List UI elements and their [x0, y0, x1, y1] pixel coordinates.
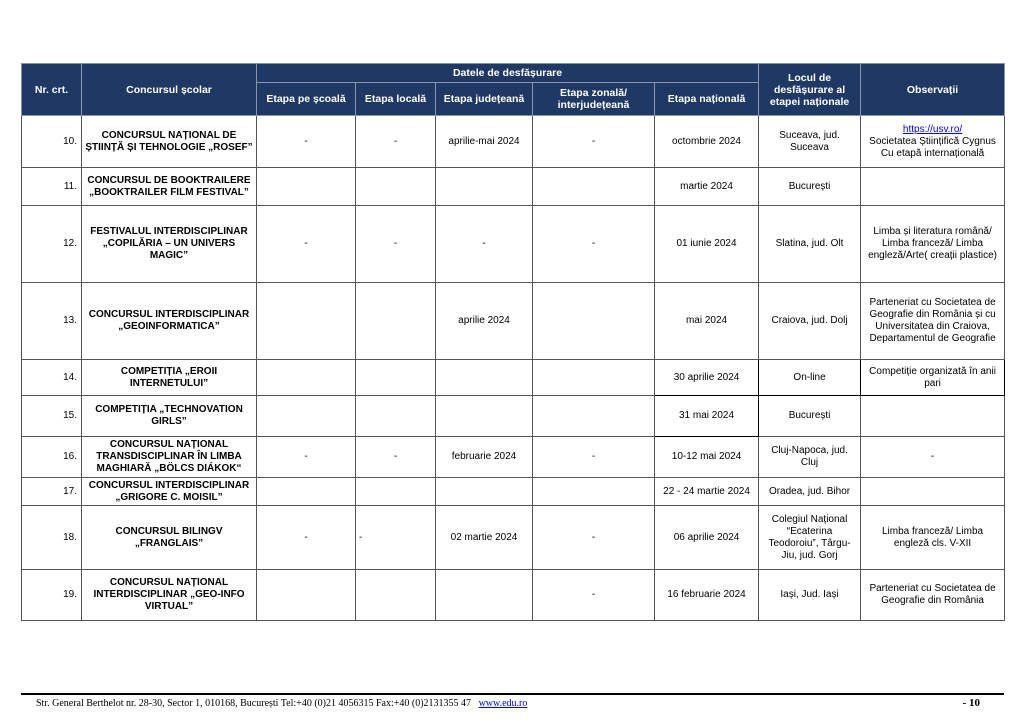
- header-etapa-locala: Etapa locală: [356, 83, 436, 116]
- row-nationala: 22 - 24 martie 2024: [655, 478, 759, 506]
- row-name: FESTIVALUL INTERDISCIPLINAR „COPILĂRIA – UN UNIVERS MAGIC”: [82, 206, 257, 283]
- row-name: CONCURSUL DE BOOKTRAILERE „BOOKTRAILER FILM FESTIVAL”: [82, 168, 257, 206]
- table-row: [22, 206, 1005, 283]
- row-locala: -: [356, 437, 436, 478]
- header-etapa-scoala: Etapa pe școală: [257, 83, 356, 116]
- row-observatii-text: Societatea Științifică Cygnus Cu etapă internațională: [869, 135, 996, 159]
- row-nationala: 01 iunie 2024: [655, 206, 759, 283]
- footer-divider: [21, 693, 1004, 695]
- row-locala: [356, 396, 436, 437]
- row-scoala: -: [257, 116, 356, 168]
- header-etapa-zonala: Etapa zonală/ interjudețeană: [533, 83, 655, 116]
- row-judeteana: aprilie 2024: [436, 283, 533, 360]
- row-judeteana: aprilie-mai 2024: [436, 116, 533, 168]
- row-zonala: [533, 360, 655, 396]
- row-nr: 15.: [22, 396, 82, 437]
- row-locala: [356, 570, 436, 621]
- row-scoala: [257, 168, 356, 206]
- row-name: CONCURSUL NAȚIONAL DE ȘTIINȚĂ ȘI TEHNOLOGIE „ROSEF”: [82, 116, 257, 168]
- row-nationala: martie 2024: [655, 168, 759, 206]
- row-observatii: [861, 168, 1005, 206]
- table-row: [22, 570, 1005, 621]
- row-zonala: -: [533, 437, 655, 478]
- footer: [36, 698, 527, 709]
- footer-website-link[interactable]: www.edu.ro: [478, 698, 528, 709]
- row-observatii: Parteneriat cu Societatea de Geografie din România: [861, 570, 1005, 621]
- row-judeteana: [436, 478, 533, 506]
- row-zonala: [533, 283, 655, 360]
- table-row: [22, 396, 1005, 437]
- row-zonala: [533, 396, 655, 437]
- row-judeteana: -: [436, 206, 533, 283]
- row-locul: On-line: [759, 360, 861, 396]
- competitions-table: [21, 63, 1005, 621]
- row-locul: Slatina, jud. Olt: [759, 206, 861, 283]
- row-locul: Oradea, jud. Bihor: [759, 478, 861, 506]
- row-nr: 17.: [22, 478, 82, 506]
- row-nationala: 10-12 mai 2024: [655, 437, 759, 478]
- row-scoala: [257, 570, 356, 621]
- row-zonala: -: [533, 570, 655, 621]
- website-link[interactable]: https://usv.ro/: [902, 123, 963, 135]
- row-observatii: Limba franceză/ Limba engleză cls. V-XII: [861, 506, 1005, 570]
- table-row: [22, 506, 1005, 570]
- row-locala: -: [356, 506, 436, 570]
- row-scoala: [257, 478, 356, 506]
- row-locul: Cluj-Napoca, jud. Cluj: [759, 437, 861, 478]
- row-observatii: -: [861, 437, 1005, 478]
- row-scoala: [257, 360, 356, 396]
- header-observatii: Observații: [861, 64, 1005, 116]
- row-judeteana: [436, 396, 533, 437]
- table-row: [22, 116, 1005, 168]
- table-row: [22, 360, 1005, 396]
- row-zonala: [533, 478, 655, 506]
- row-zonala: -: [533, 116, 655, 168]
- row-locul: București: [759, 396, 861, 437]
- row-nationala: 30 aprilie 2024: [655, 360, 759, 396]
- row-locul: București: [759, 168, 861, 206]
- row-observatii: [861, 116, 1005, 168]
- row-nr: 12.: [22, 206, 82, 283]
- row-name: CONCURSUL INTERDISCIPLINAR „GEOINFORMATICA”: [82, 283, 257, 360]
- row-observatii: [861, 396, 1005, 437]
- row-name: COMPETIȚIA „EROII INTERNETULUI”: [82, 360, 257, 396]
- row-observatii: Competiție organizată în anii pari: [861, 360, 1005, 396]
- header-concurs: Concursul școlar: [82, 64, 257, 116]
- row-locala: [356, 283, 436, 360]
- row-locala: [356, 360, 436, 396]
- row-name: CONCURSUL INTERDISCIPLINAR „GRIGORE C. MOISIL”: [82, 478, 257, 506]
- page-number: - 10: [962, 697, 980, 709]
- row-observatii: [861, 478, 1005, 506]
- header-etapa-nationala: Etapa națională: [655, 83, 759, 116]
- row-locul: Craiova, jud. Dolj: [759, 283, 861, 360]
- row-nationala: 06 aprilie 2024: [655, 506, 759, 570]
- row-zonala: -: [533, 506, 655, 570]
- row-locul: Iași, Jud. Iași: [759, 570, 861, 621]
- row-name: CONCURSUL BILINGV „FRANGLAIS”: [82, 506, 257, 570]
- row-nationala: octombrie 2024: [655, 116, 759, 168]
- row-judeteana: februarie 2024: [436, 437, 533, 478]
- row-locul: Colegiul Național “Ecaterina Teodoroiu”, Târgu-Jiu, jud. Gorj: [759, 506, 861, 570]
- row-name: COMPETIȚIA „TECHNOVATION GIRLS”: [82, 396, 257, 437]
- row-judeteana: [436, 360, 533, 396]
- row-nr: 11.: [22, 168, 82, 206]
- row-scoala: [257, 283, 356, 360]
- row-nr: 14.: [22, 360, 82, 396]
- row-nr: 19.: [22, 570, 82, 621]
- row-judeteana: [436, 168, 533, 206]
- row-locala: -: [356, 206, 436, 283]
- row-zonala: [533, 168, 655, 206]
- header-etapa-judeteana: Etapa județeană: [436, 83, 533, 116]
- table-row: [22, 478, 1005, 506]
- row-nr: 10.: [22, 116, 82, 168]
- header-datele: Datele de desfășurare: [257, 64, 759, 83]
- row-locala: [356, 478, 436, 506]
- table-row: [22, 437, 1005, 478]
- row-nationala: 16 februarie 2024: [655, 570, 759, 621]
- row-scoala: [257, 396, 356, 437]
- table-row: [22, 168, 1005, 206]
- row-nationala: 31 mai 2024: [655, 396, 759, 437]
- row-observatii: Limba și literatura română/ Limba franceză/ Limba engleză/Arte( creații plastice): [861, 206, 1005, 283]
- row-scoala: -: [257, 437, 356, 478]
- header-nr: Nr. crt.: [22, 64, 82, 116]
- row-nationala: mai 2024: [655, 283, 759, 360]
- row-locul: Suceava, jud. Suceava: [759, 116, 861, 168]
- table-row: [22, 283, 1005, 360]
- row-name: CONCURSUL NAȚIONAL TRANSDISCIPLINAR ÎN LIMBA MAGHIARĂ „BÖLCS DIÁKOK“: [82, 437, 257, 478]
- row-nr: 13.: [22, 283, 82, 360]
- row-locala: -: [356, 116, 436, 168]
- row-nr: 18.: [22, 506, 82, 570]
- row-nr: 16.: [22, 437, 82, 478]
- footer-address: Str. General Berthelot nr. 28-30, Sector 1, 010168, București Tel:+40 (0)21 4056315 Fax:+40 (0)2131355 47: [36, 698, 472, 709]
- row-scoala: -: [257, 206, 356, 283]
- row-judeteana: [436, 570, 533, 621]
- row-judeteana: 02 martie 2024: [436, 506, 533, 570]
- row-name: CONCURSUL NAȚIONAL INTERDISCIPLINAR „GEO-INFO VIRTUAL”: [82, 570, 257, 621]
- row-observatii: Parteneriat cu Societatea de Geografie din România și cu Universitatea din Craiova, Departamentul de Geografie: [861, 283, 1005, 360]
- row-scoala: -: [257, 506, 356, 570]
- row-locala: [356, 168, 436, 206]
- header-locul: Locul de desfășurare al etapei naționale: [759, 64, 861, 116]
- row-zonala: -: [533, 206, 655, 283]
